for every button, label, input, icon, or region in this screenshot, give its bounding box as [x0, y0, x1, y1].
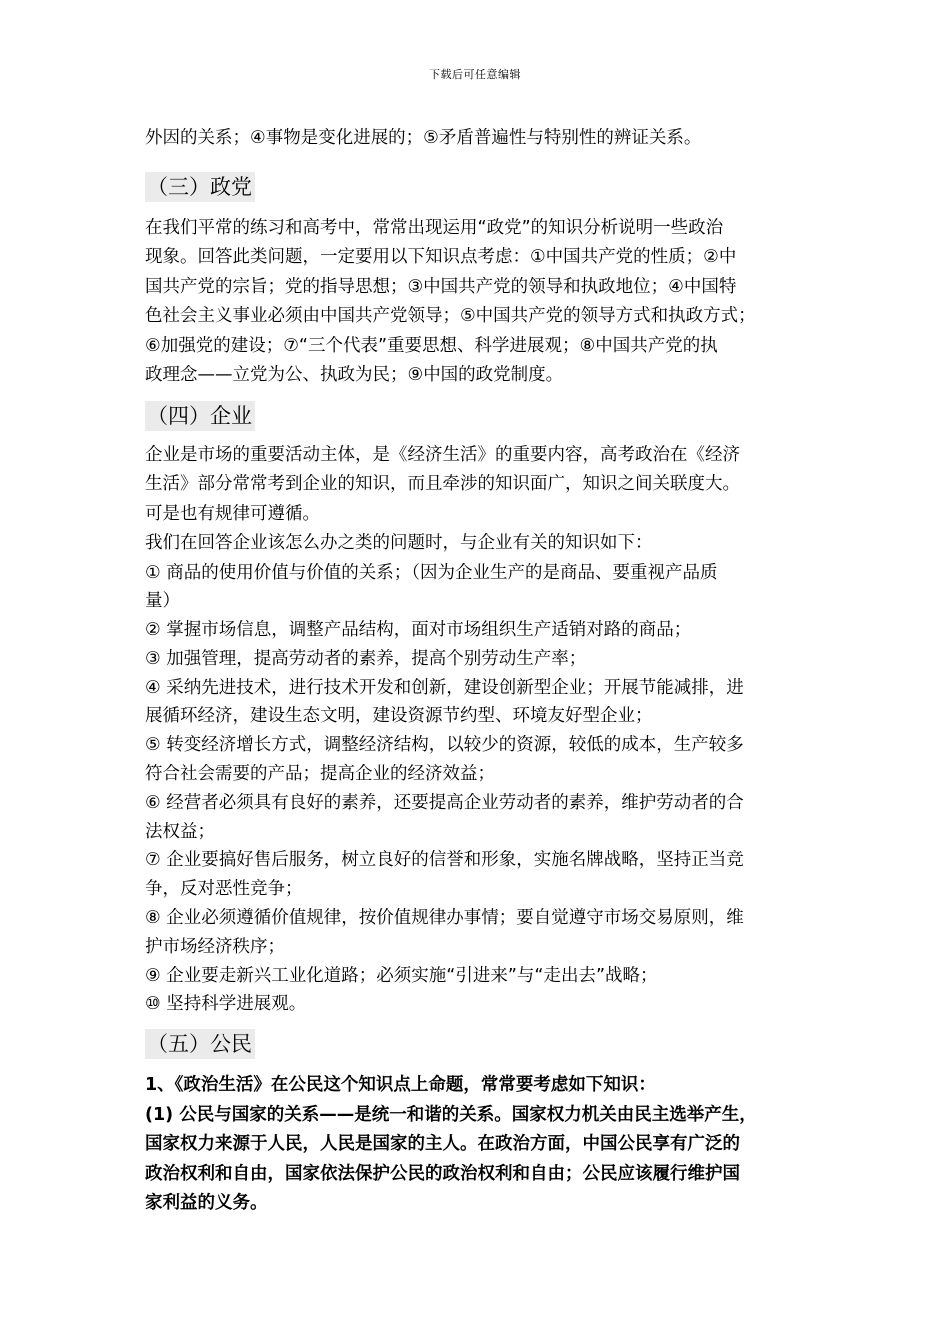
list-item: 法权益； [145, 821, 215, 842]
paragraph-line: ⑥加强党的建设；⑦“三个代表”重要思想、科学进展观；⑧中国共产党的执 [145, 335, 718, 356]
list-item: ⑦ 企业要搞好售后服务，树立良好的信誉和形象，实施名牌战略，坚持正当竞 [145, 850, 744, 871]
section-heading-party: （三）政党 [145, 172, 255, 202]
list-item: ③ 加强管理，提高劳动者的素养，提高个别劳动生产率； [145, 648, 587, 669]
paragraph-line: (1) 公民与国家的关系——是统一和谐的关系。国家权力机关由民主选举产生， [145, 1104, 757, 1125]
paragraph-line: 1、《政治生活》在公民这个知识点上命题，常常要考虑如下知识： [145, 1075, 656, 1096]
document-body [145, 124, 825, 1219]
section-heading-citizen: （五）公民 [145, 1029, 255, 1059]
paragraph-line: 色社会主义事业必须由中国共产党领导；⑤中国共产党的领导方式和执政方式； [145, 306, 756, 326]
list-item: 符合社会需要的产品；提高企业的经济效益； [145, 764, 495, 785]
paragraph-line: 在我们平常的练习和高考中，常常出现运用“政党”的知识分析说明一些政治 [145, 217, 724, 238]
paragraph-line: 政治权利和自由，国家依法保护公民的政治权利和自由；公民应该履行维护国 [145, 1163, 740, 1184]
paragraph-line: 家利益的义务。 [145, 1193, 268, 1214]
paragraph-line: 可是也有规律可遵循。 [145, 503, 320, 524]
list-item: ⑧ 企业必须遵循价值规律，按价值规律办事情；要自觉遵守市场交易原则，维 [145, 908, 744, 929]
list-item: ④ 采纳先进技术，进行技术开发和创新，建设创新型企业；开展节能减排，进 [145, 677, 744, 698]
section-heading-enterprise: （四）企业 [145, 401, 255, 431]
paragraph-line: 政理念——立党为公、执政为民；⑨中国的政党制度。 [145, 365, 564, 385]
list-item: ② 掌握市场信息，调整产品结构，面对市场组织生产适销对路的商品； [145, 620, 692, 641]
list-item: ① 商品的使用价值与价值的关系；（因为企业生产的是商品、要重视产品质 [145, 562, 718, 583]
list-item: ⑩ 坚持科学进展观。 [145, 994, 307, 1015]
list-item: ⑨ 企业要走新兴工业化道路；必须实施“引进来”与“走出去”战略； [145, 965, 658, 986]
list-item: ⑤ 转变经济增长方式，调整经济结构，以较少的资源，较低的成本，生产较多 [145, 735, 744, 756]
paragraph-line: 国家权力来源于人民，人民是国家的主人。在政治方面，中国公民享有广泛的 [145, 1134, 740, 1155]
paragraph-line: 生活》部分常常考到企业的知识，而且牵涉的知识面广，知识之间关联度大。 [145, 474, 740, 494]
section-enterprise-text [145, 441, 825, 559]
list-item: ⑥ 经营者必须具有良好的素养，还要提高企业劳动者的素养，维护劳动者的合 [145, 792, 744, 813]
list-item: 展循环经济，建设生态文明，建设资源节约型、环境友好型企业； [145, 706, 653, 727]
list-item: 争，反对恶性竞争； [145, 879, 303, 900]
paragraph-line: 我们在回答企业该怎么办之类的问题时，与企业有关的知识如下： [145, 533, 653, 553]
enterprise-knowledge-list [145, 559, 825, 1020]
section-citizen-text [145, 1071, 825, 1219]
page-header: 下载后可任意编辑 [429, 68, 521, 81]
intro-line: 外因的关系；④事物是变化进展的；⑤矛盾普遍性与特别性的辨证关系。 [145, 128, 702, 148]
paragraph-line: 企业是市场的重要活动主体，是《经济生活》的重要内容，高考政治在《经济 [145, 444, 740, 465]
list-item: 护市场经济秩序； [145, 936, 285, 957]
list-item: 量） [145, 591, 180, 612]
section-party-text [145, 214, 825, 391]
paragraph-line: 国共产党的宗旨；党的指导思想；③中国共产党的领导和执政地位；④中国特 [145, 276, 737, 297]
paragraph-line: 现象。回答此类问题，一定要用以下知识点考虑：①中国共产党的性质；②中 [145, 247, 737, 267]
